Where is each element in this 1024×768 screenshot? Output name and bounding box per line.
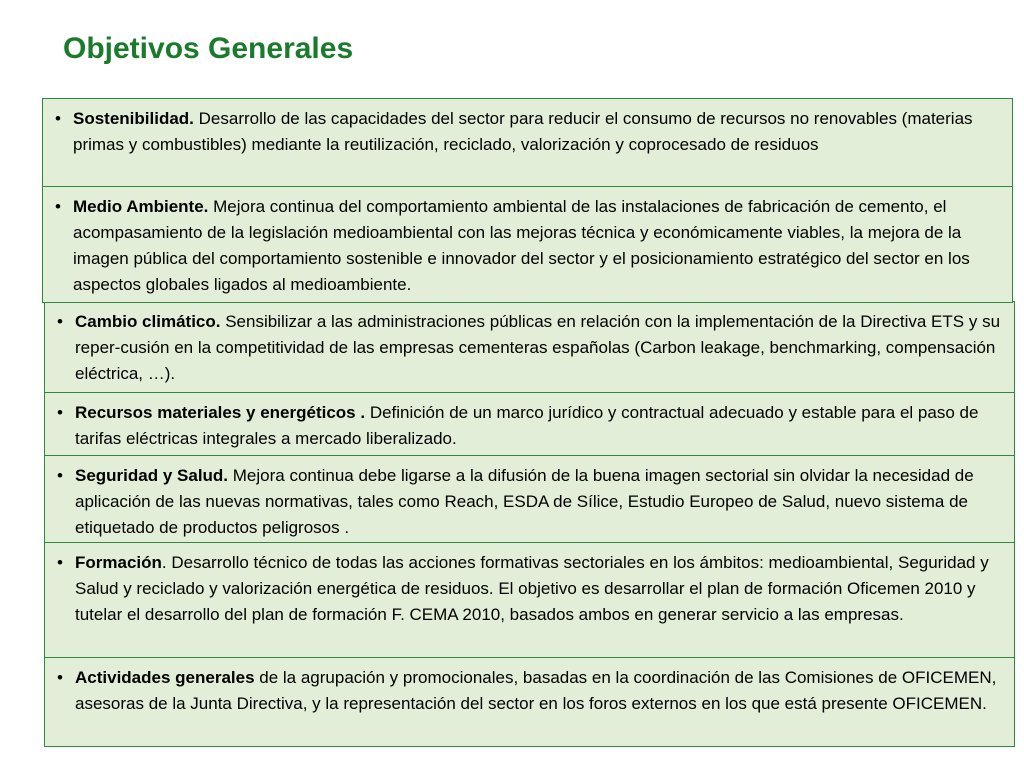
bullet: • xyxy=(57,403,63,422)
bullet: • xyxy=(57,553,63,572)
list-item xyxy=(55,194,1000,298)
objective-box-sostenibilidad xyxy=(42,98,1013,190)
bullet: • xyxy=(57,668,63,687)
list-item xyxy=(57,400,1002,452)
bullet: • xyxy=(57,466,63,485)
bullet: • xyxy=(55,109,61,128)
objective-heading: Seguridad y Salud. xyxy=(75,466,229,485)
objective-body: Mejora continua del comportamiento ambiental de las instalaciones de fabricación de cemento, el acompasamiento de la legislación medioambiental con las mejoras técnica y económicamente viables, la mejora de la imagen pública del comportamiento sostenible e innovador del sector y el posicionamiento estratégico del sector en los aspectos globales ligados al medioambiente. xyxy=(73,197,970,294)
objective-text xyxy=(75,400,1002,452)
objective-heading: Formación xyxy=(75,553,162,572)
bullet: • xyxy=(55,197,61,216)
objective-body: Definición de un marco jurídico y contractual adecuado y estable para el paso de tarifas eléctricas integrales a mercado liberalizado. xyxy=(75,403,979,448)
objective-box-recursos xyxy=(44,392,1015,456)
objective-text xyxy=(73,106,1000,158)
objective-text xyxy=(73,194,1000,298)
objective-text xyxy=(75,463,1002,541)
page-title: Objetivos Generales xyxy=(63,32,354,65)
objective-box-seguridad-salud xyxy=(44,455,1015,546)
objective-heading: Sostenibilidad. xyxy=(73,109,194,128)
objective-body: Mejora continua debe ligarse a la difusión de la buena imagen sectorial sin olvidar la necesidad de aplicación de las nuevas normativas, tales como Reach, ESDA de Sílice, Estudio Europeo de Salud, nuevo sistema de etiquetado de productos peligrosos . xyxy=(75,466,974,537)
objective-heading: Medio Ambiente. xyxy=(73,197,209,216)
objective-heading: Cambio climático. xyxy=(75,312,221,331)
objective-heading: Recursos materiales y energéticos . xyxy=(75,403,366,422)
list-item xyxy=(57,463,1002,541)
objective-text xyxy=(75,665,1002,717)
bullet: • xyxy=(57,312,63,331)
list-item xyxy=(57,309,1002,387)
list-item xyxy=(57,665,1002,717)
objective-box-formacion xyxy=(44,542,1015,658)
objective-body: . Desarrollo técnico de todas las acciones formativas sectoriales en los ámbitos: medioambiental, Seguridad y Salud y reciclado y valorización energética de residuos. El objetivo es desarrollar el plan de formación Oficemen 2010 y tutelar el desarrollo del plan de formación F. CEMA 2010, basados ambos en generar servicio a las empresas. xyxy=(75,553,989,624)
list-item xyxy=(57,550,1002,628)
objective-box-cambio-climatico xyxy=(44,301,1015,393)
objective-body: Desarrollo de las capacidades del sector para reducir el consumo de recursos no renovables (materias primas y combustibles) mediante la reutilización, reciclado, valorización y coprocesado de residuos xyxy=(73,109,973,154)
objective-body: de la agrupación y promocionales, basadas en la coordinación de las Comisiones de OFICEMEN, asesoras de la Junta Directiva, y la representación del sector en los foros externos en los que está presente OFICEMEN. xyxy=(75,668,997,713)
objective-box-medio-ambiente xyxy=(42,186,1013,303)
objective-heading: Actividades generales xyxy=(75,668,255,687)
objective-text xyxy=(75,550,1002,628)
objective-text xyxy=(75,309,1002,387)
objective-box-actividades-generales xyxy=(44,657,1015,747)
objective-body: Sensibilizar a las administraciones públicas en relación con la implementación de la Directiva ETS y su reper-cusión en la competitividad de las empresas cementeras españolas (Carbon leakage, benchmarking, compensación eléctrica, …). xyxy=(75,312,1001,383)
list-item xyxy=(55,106,1000,158)
